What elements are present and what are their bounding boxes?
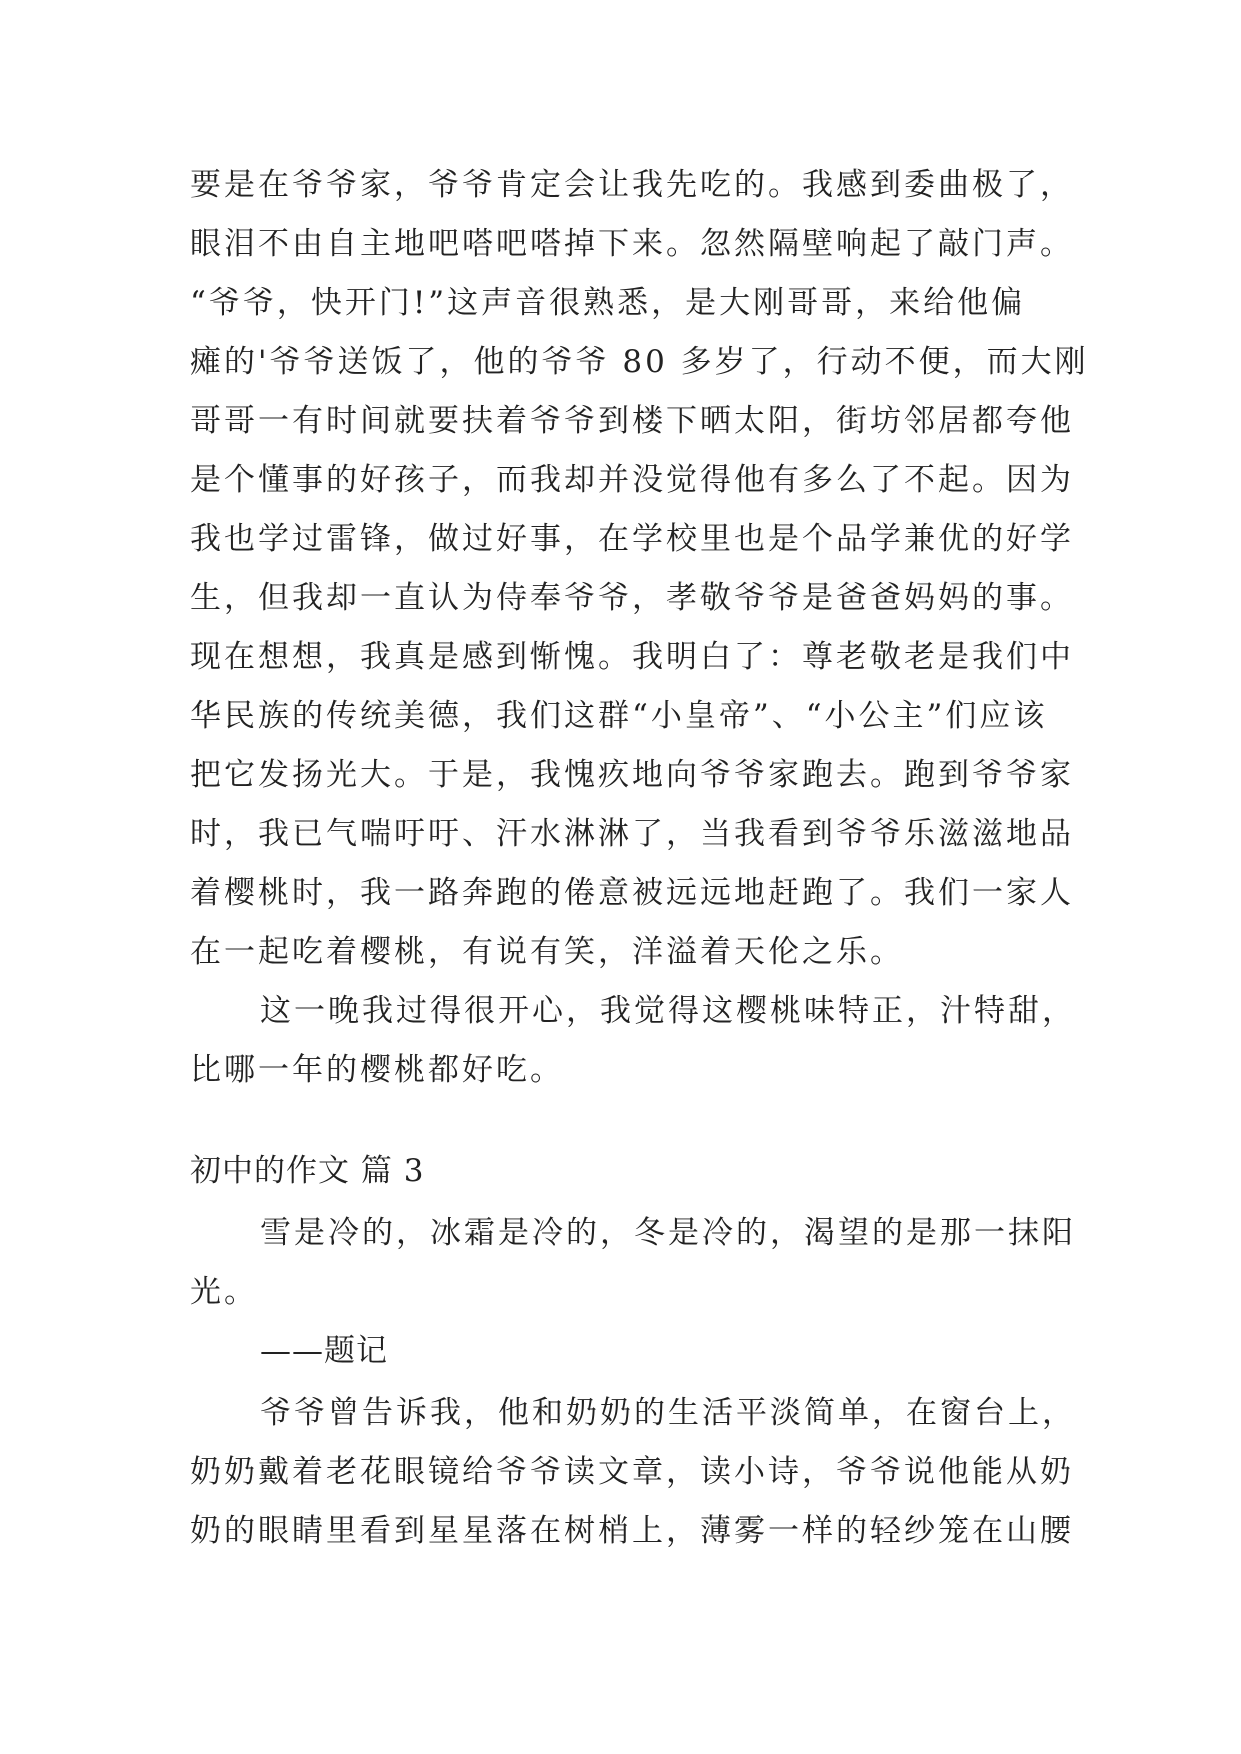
epigraph-attribution: ——题记: [260, 1333, 388, 1369]
text-line: 着樱桃时，我一路奔跑的倦意被远远地赶跑了。我们一家人: [190, 875, 1074, 911]
text-line: 华民族的传统美德，我们这群“小皇帝”、“小公主”们应该: [190, 698, 1048, 734]
text-line: 我也学过雷锋，做过好事，在学校里也是个品学兼优的好学: [190, 521, 1074, 557]
section-title-block: [190, 1142, 1080, 1201]
continuation-paragraph: [190, 156, 1089, 982]
text-line: 是个懂事的好孩子，而我却并没觉得他有多么了不起。因为: [190, 462, 1074, 498]
text-line: “爷爷，快开门!”这声音很熟悉，是大刚哥哥，来给他偏: [190, 285, 1026, 321]
text-line: 要是在爷爷家，爷爷肯定会让我先吃的。我感到委曲极了，: [190, 167, 1074, 203]
text-line: 现在想想，我真是感到惭愧。我明白了：尊老敬老是我们中: [190, 639, 1074, 675]
text-line: 光。: [190, 1274, 258, 1310]
text-line: 奶奶戴着老花眼镜给爷爷读文章，读小诗，爷爷说他能从奶: [190, 1454, 1074, 1490]
text-line: 这一晚我过得很开心，我觉得这樱桃味特正，汁特甜，: [260, 993, 1076, 1029]
text-line: 眼泪不由自主地吧嗒吧嗒掉下来。忽然隔壁响起了敲门声。: [190, 226, 1074, 262]
section-title: 初中的作文 篇 3: [190, 1153, 425, 1189]
text-line: 哥哥一有时间就要扶着爷爷到楼下晒太阳，街坊邻居都夸他: [190, 403, 1074, 439]
text-line: 爷爷曾告诉我，他和奶奶的生活平淡简单，在窗台上，: [260, 1395, 1076, 1431]
text-line: 瘫的'爷爷送饭了，他的爷爷 80 多岁了，行动不便，而大刚: [190, 344, 1089, 380]
text-line: 比哪一年的樱桃都好吃。: [190, 1052, 564, 1088]
text-line: 把它发扬光大。于是，我愧疚地向爷爷家跑去。跑到爷爷家: [190, 757, 1074, 793]
text-line: 时，我已气喘吁吁、汗水淋淋了，当我看到爷爷乐滋滋地品: [190, 816, 1074, 852]
body-paragraph: [190, 1384, 1080, 1561]
closing-paragraph: [190, 982, 1080, 1100]
epigraph-attribution-block: [190, 1322, 1080, 1381]
text-line: 生，但我却一直认为侍奉爷爷，孝敬爷爷是爸爸妈妈的事。: [190, 580, 1074, 616]
epigraph: [190, 1204, 1080, 1322]
text-line: 雪是冷的，冰霜是冷的，冬是冷的，渴望的是那一抹阳: [260, 1215, 1076, 1251]
text-line: 在一起吃着樱桃，有说有笑，洋溢着天伦之乐。: [190, 934, 904, 970]
text-line: 奶的眼睛里看到星星落在树梢上，薄雾一样的轻纱笼在山腰: [190, 1513, 1074, 1549]
